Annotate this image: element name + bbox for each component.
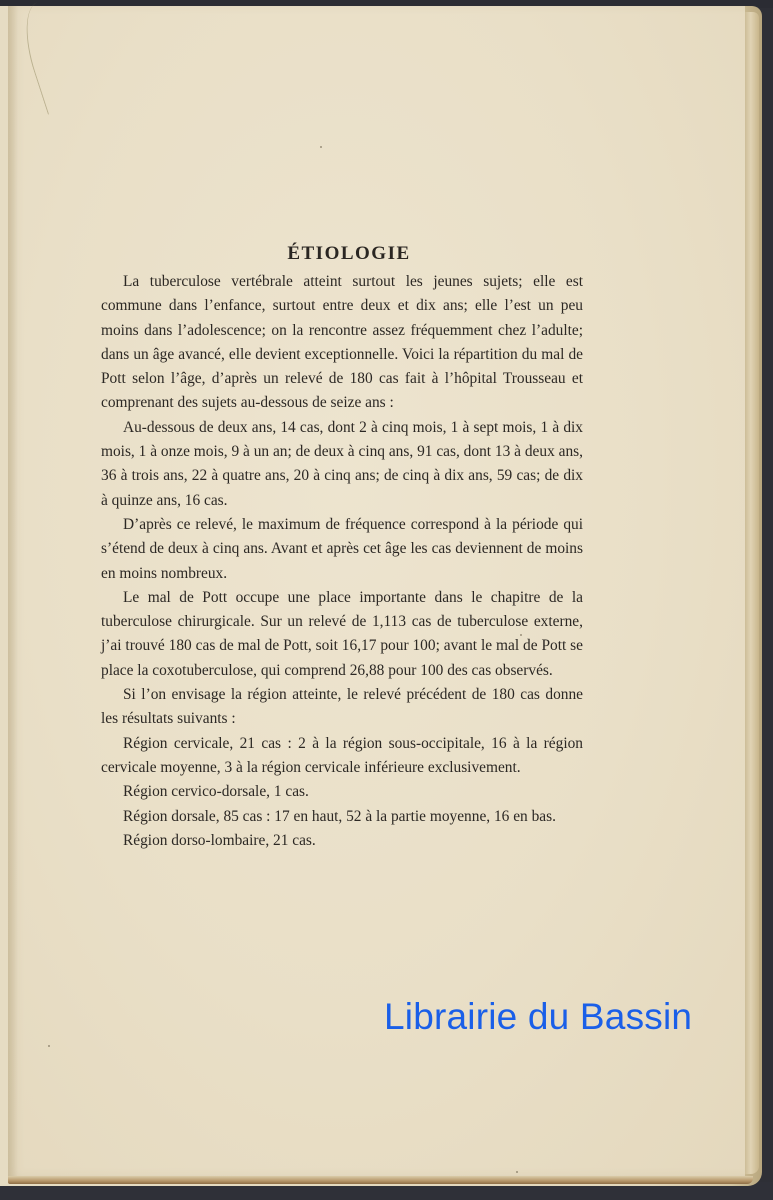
paper-speck [516,1171,518,1173]
page-fore-edge [744,12,759,1174]
paragraph-age-breakdown: Au-dessous de deux ans, 14 cas, dont 2 à cinq mois, 1 à sept mois, 1 à dix mois, 1 à onze mois, 9 à un an; de deux à cinq ans, 91 cas, dont 13 à deux ans, 36 à trois ans, 22 à quatre ans, 20 à cinq ans; de cinq à dix ans, 59 cas; de dix à quinze ans, 16 cas. [101,418,583,509]
paper-speck [48,1045,50,1047]
paragraph-dorso-lumbar-region: Région dorso-lombaire, 21 cas. [123,831,316,849]
paragraph-surgical-tuberculosis: Le mal de Pott occupe une place importante dans le chapitre de la tuberculose chirurgicale. Sur un relevé de 1,113 cas de tuberculose externe, j’ai trouvé 180 cas de mal de Pott, soit 16,17 pour 100; avant le mal de Pott se place la coxotuberculose, qui comprend 26,88 pour 100 des cas observés. [101,588,583,679]
watermark-text: Librairie du Bassin [384,996,693,1037]
paragraph-cervico-dorsal-region: Région cervico-dorsale, 1 cas. [123,783,309,801]
paragraph-cervical-region: Région cervicale, 21 cas : 2 à la région sous-occipitale, 16 à la région cervicale moyenne, 3 à la région cervicale inférieure exclusivement. [101,734,583,776]
chapter-heading: ÉTIOLOGIE [287,242,411,264]
gutter-crease [8,6,18,1176]
body-text [101,270,583,853]
paper-crease-mark [14,0,87,115]
paragraph-region-intro: Si l’on envisage la région atteinte, le relevé précédent de 180 cas donne les résultats suivants : [101,686,583,728]
paragraph-frequency-peak: D’après ce relevé, le maximum de fréquence correspond à la période qui s’étend de deux à cinq ans. Avant et après cet âge les cas deviennent de moins en moins nombreux. [101,515,583,582]
paragraph-dorsal-region: Région dorsale, 85 cas : 17 en haut, 52 à la partie moyenne, 16 en bas. [123,807,556,825]
paragraph-age-overview: La tuberculose vertébrale atteint surtout les jeunes sujets; elle est commune dans l’enfance, surtout entre deux et dix ans; elle l’est un peu moins dans l’adolescence; on la rencontre assez fréquemment chez l’adulte; dans un âge avancé, elle devient exceptionnelle. Voici la répartition du mal de Pott selon l’âge, d’après un relevé de 180 cas fait à l’hôpital Trousseau et comprenant des sujets au-dessous de seize ans : [101,273,583,412]
paper-speck [320,146,322,148]
page-bottom-edge [8,1176,753,1184]
